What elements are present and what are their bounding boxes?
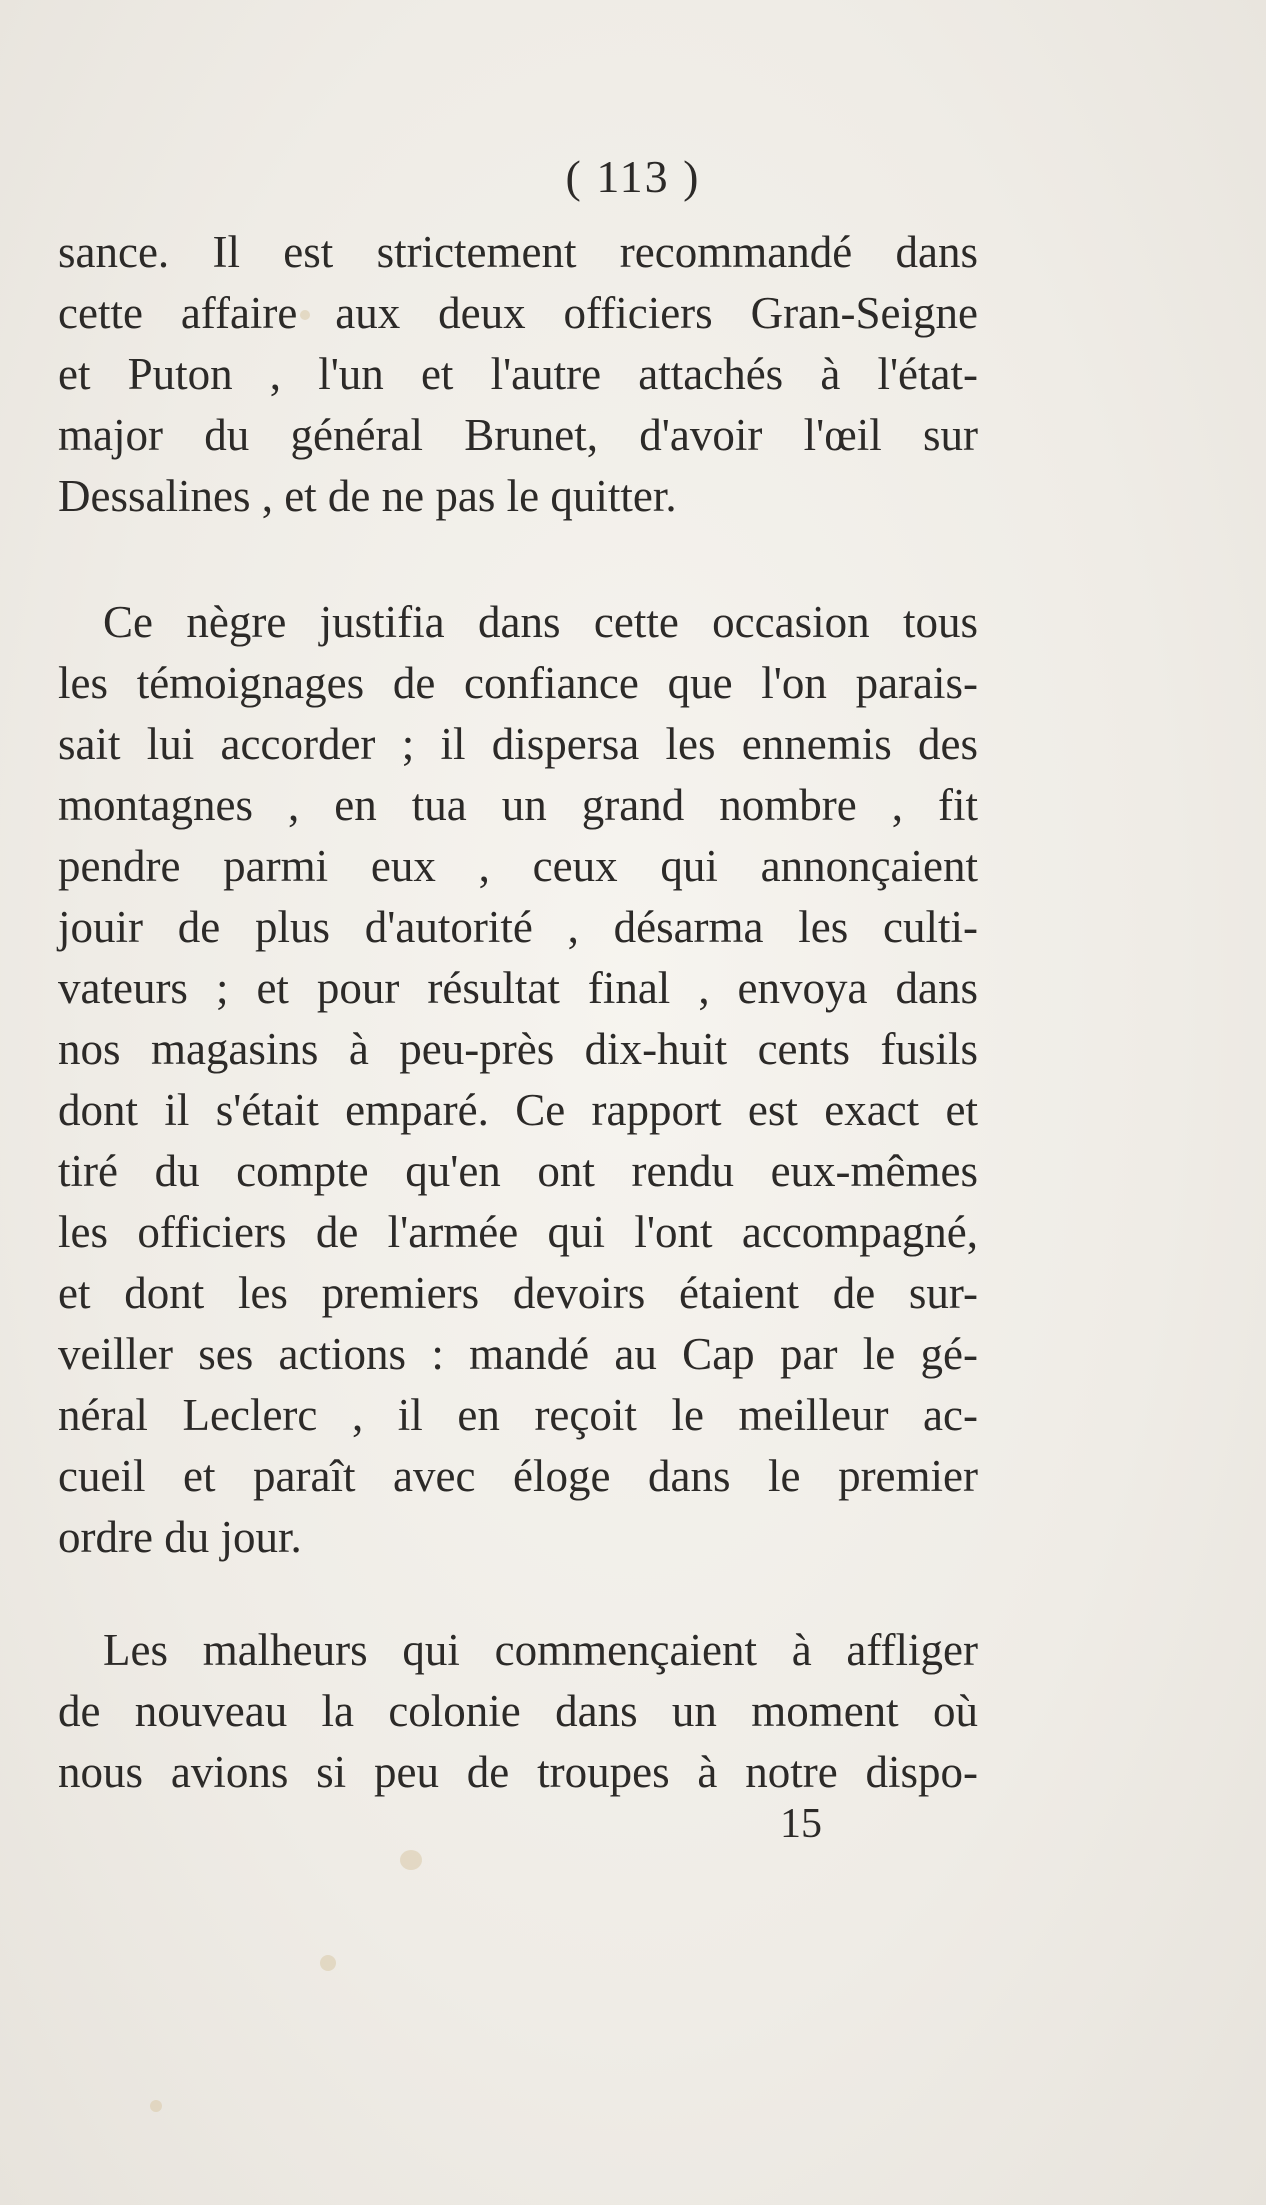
text-line: Dessalines , et de ne pas le quitter. [58, 471, 677, 521]
text-line: sance. Il est strictement recommandé dans [58, 227, 978, 277]
paragraph-2 [58, 592, 978, 1568]
text-line: vateurs ; et pour résultat final , envoya dans [58, 963, 978, 1013]
text-line: et Puton , l'un et l'autre attachés à l'état- [58, 349, 978, 399]
text-line: tiré du compte qu'en ont rendu eux-mêmes [58, 1146, 978, 1196]
text-line: néral Leclerc , il en reçoit le meilleur ac- [58, 1390, 978, 1440]
page-number: ( 113 ) [565, 151, 701, 202]
text-line: dont il s'était emparé. Ce rapport est exact et [58, 1085, 978, 1135]
text-line: nous avions si peu de troupes à notre dispo- [58, 1747, 978, 1797]
foxing-spot [400, 1850, 422, 1870]
text-line: jouir de plus d'autorité , désarma les culti- [58, 902, 978, 952]
text-line: cette affaire aux deux officiers Gran-Seigne [58, 288, 978, 338]
text-line: sait lui accorder ; il dispersa les ennemis des [58, 719, 978, 769]
signature-mark: 15 [780, 1801, 822, 1847]
text-line: cueil et paraît avec éloge dans le premier [58, 1451, 978, 1501]
text-line: pendre parmi eux , ceux qui annonçaient [58, 841, 978, 891]
text-line: nos magasins à peu-près dix-huit cents fusils [58, 1024, 978, 1074]
text-line: les officiers de l'armée qui l'ont accompagné, [58, 1207, 978, 1257]
paragraph-3 [58, 1620, 978, 1803]
text-line: ordre du jour. [58, 1512, 302, 1562]
foxing-spot [150, 2100, 162, 2112]
foxing-spot [320, 1955, 336, 1971]
text-line: de nouveau la colonie dans un moment où [58, 1686, 978, 1736]
text-line: montagnes , en tua un grand nombre , fit [58, 780, 978, 830]
text-line: major du général Brunet, d'avoir l'œil sur [58, 410, 978, 460]
text-line: Les malheurs qui commençaient à affliger [103, 1625, 978, 1675]
text-line: et dont les premiers devoirs étaient de sur- [58, 1268, 978, 1318]
text-line: Ce nègre justifia dans cette occasion tous [103, 597, 978, 647]
text-line: veiller ses actions : mandé au Cap par le gé- [58, 1329, 978, 1379]
text-line: les témoignages de confiance que l'on parais- [58, 658, 978, 708]
paragraph-1 [58, 222, 978, 527]
